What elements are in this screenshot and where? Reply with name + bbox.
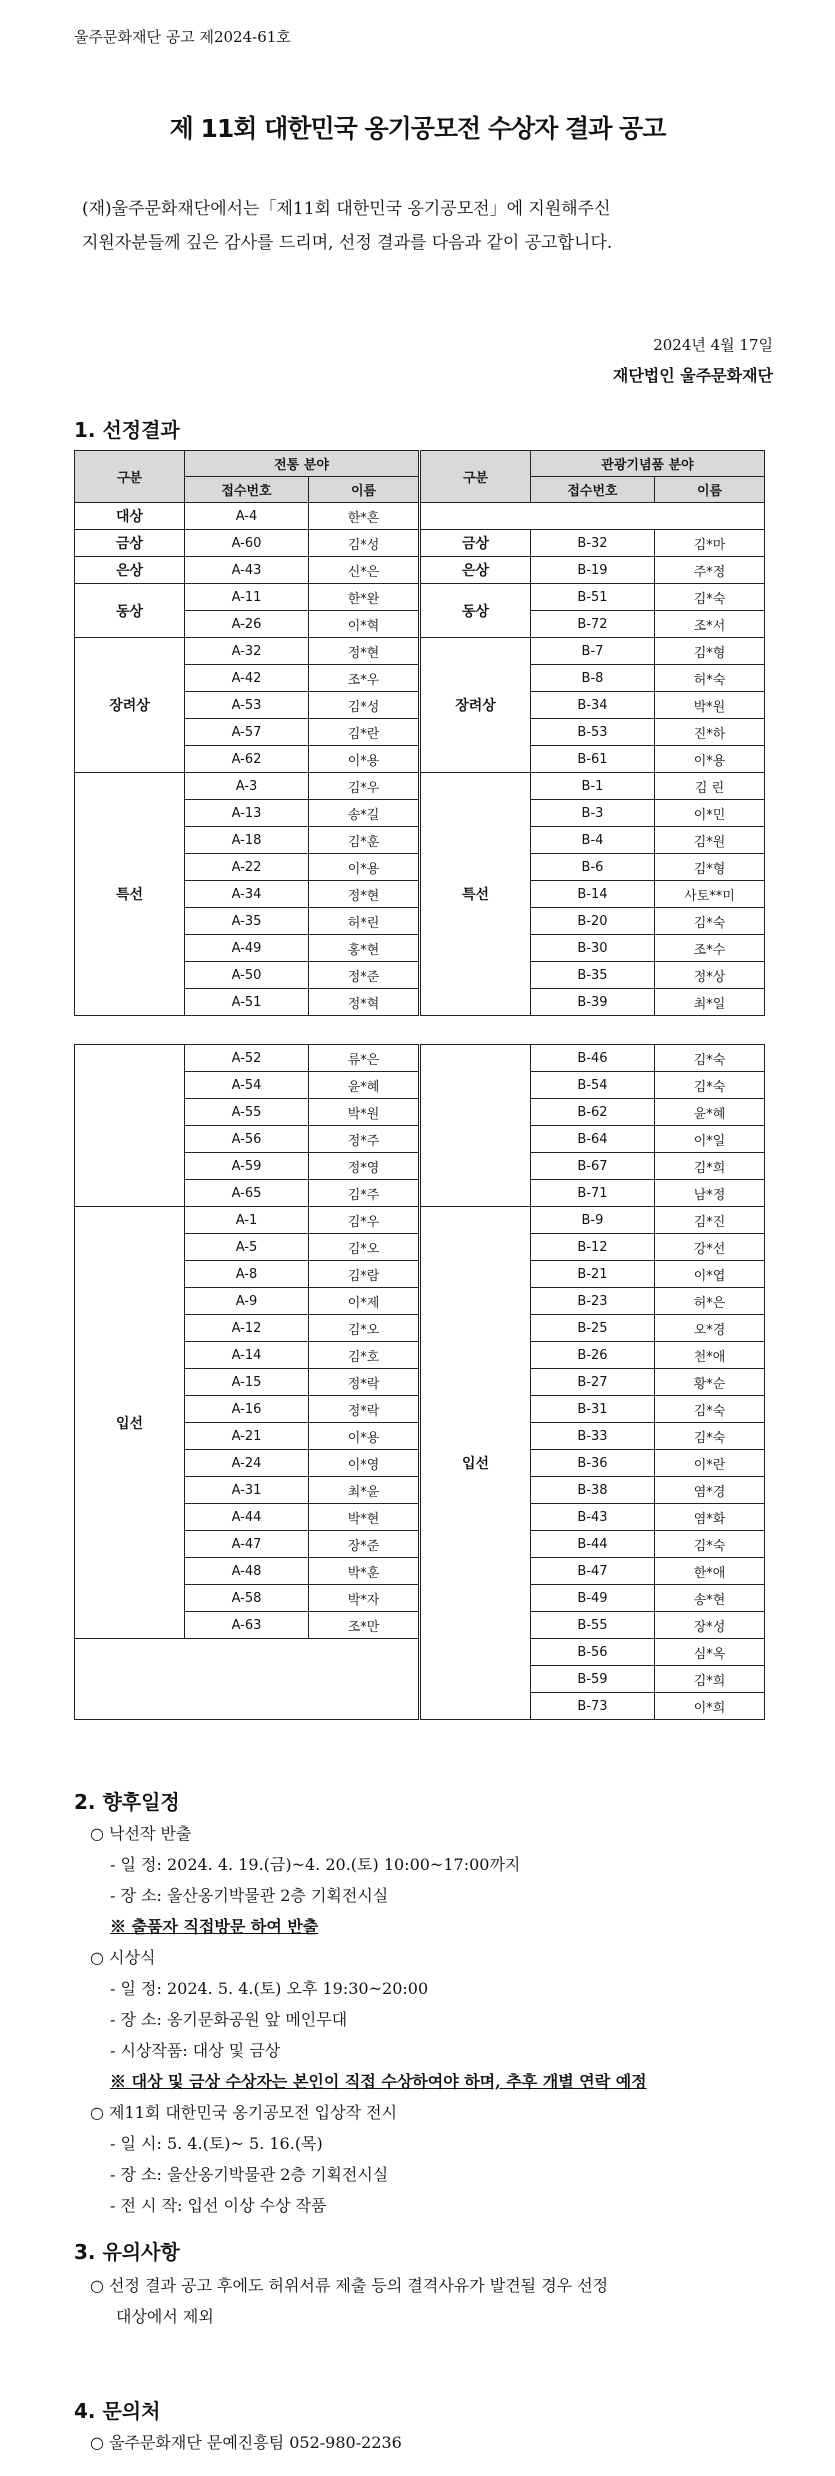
cell-receipt-no: B-35	[531, 962, 655, 989]
table-row	[421, 1045, 765, 1072]
cell-name: 이*제	[309, 1288, 419, 1315]
cell-name: 남*정	[655, 1180, 765, 1207]
cell-receipt-no: A-14	[185, 1342, 309, 1369]
cell-receipt-no: A-43	[185, 557, 309, 584]
cell-name: 김*호	[309, 1342, 419, 1369]
cell-receipt-no: A-55	[185, 1099, 309, 1126]
cell-name: 장*성	[655, 1612, 765, 1639]
award-category-label	[421, 1045, 531, 1207]
cell-receipt-no: A-56	[185, 1126, 309, 1153]
cell-name: 신*은	[309, 557, 419, 584]
cell-name: 이*용	[655, 746, 765, 773]
award-category-label	[421, 503, 765, 530]
header-category: 구분	[421, 451, 531, 503]
page-title: 제 11회 대한민국 옹기공모전 수상자 결과 공고	[169, 114, 666, 143]
cell-receipt-no: A-34	[185, 881, 309, 908]
cell-name: 김*희	[655, 1153, 765, 1180]
cell-name: 허*린	[309, 908, 419, 935]
cell-receipt-no: B-25	[531, 1315, 655, 1342]
cell-receipt-no: B-30	[531, 935, 655, 962]
cell-name: 김*우	[309, 773, 419, 800]
cell-receipt-no: A-9	[185, 1288, 309, 1315]
awards-table-tourism	[420, 450, 765, 1016]
cell-receipt-no: B-32	[531, 530, 655, 557]
cell-name: 김*숙	[655, 584, 765, 611]
cell-receipt-no: A-54	[185, 1072, 309, 1099]
cell-receipt-no: B-54	[531, 1072, 655, 1099]
cell-name: 류*은	[309, 1045, 419, 1072]
cell-receipt-no: B-71	[531, 1180, 655, 1207]
intro-line: (재)울주문화재단에서는「제11회 대한민국 옹기공모전」에 지원해주신	[82, 199, 611, 219]
section-title-selection: 1. 선정결과	[74, 418, 180, 442]
cell-receipt-no: B-53	[531, 719, 655, 746]
cell-name: 윤*혜	[309, 1072, 419, 1099]
table-row	[421, 638, 765, 665]
cell-name: 김*오	[309, 1315, 419, 1342]
section-title-notes: 3. 유의사항	[74, 2240, 180, 2264]
cell-receipt-no: B-1	[531, 773, 655, 800]
cell-name: 정*락	[309, 1369, 419, 1396]
table-row	[75, 1207, 419, 1234]
table-row-blank	[75, 1639, 419, 1720]
header-category: 구분	[75, 451, 185, 503]
cell-receipt-no: B-23	[531, 1288, 655, 1315]
cell-receipt-no: B-49	[531, 1585, 655, 1612]
contact-info	[90, 2427, 790, 2458]
cell-receipt-no: B-9	[531, 1207, 655, 1234]
cell-name: 이*혁	[309, 611, 419, 638]
cell-receipt-no: B-33	[531, 1423, 655, 1450]
cell-name: 염*경	[655, 1477, 765, 1504]
cell-receipt-no: A-42	[185, 665, 309, 692]
award-category-label: 입선	[421, 1207, 531, 1720]
cell-name: 김*숙	[655, 1396, 765, 1423]
cell-receipt-no: A-21	[185, 1423, 309, 1450]
schedule-detail: - 전 시 작: 입선 이상 수상 작품	[110, 2196, 327, 2215]
cell-receipt-no: A-50	[185, 962, 309, 989]
cell-name: 김*성	[309, 530, 419, 557]
cell-receipt-no: A-3	[185, 773, 309, 800]
cell-name: 김*숙	[655, 1072, 765, 1099]
cell-receipt-no: B-14	[531, 881, 655, 908]
table-row	[75, 557, 419, 584]
cell-name: 김*숙	[655, 908, 765, 935]
cell-name: 심*옥	[655, 1639, 765, 1666]
table-row	[75, 530, 419, 557]
header-name: 이름	[309, 477, 419, 503]
cell-receipt-no: A-26	[185, 611, 309, 638]
table-row	[75, 773, 419, 800]
cell-name: 정*상	[655, 962, 765, 989]
cell-name: 김*우	[309, 1207, 419, 1234]
cell-receipt-no: B-38	[531, 1477, 655, 1504]
schedule-heading: ○ 시상식	[90, 1948, 156, 1967]
cell-name: 김*숙	[655, 1531, 765, 1558]
notes-list	[90, 2270, 790, 2332]
cell-receipt-no: A-4	[185, 503, 309, 530]
cell-receipt-no: A-63	[185, 1612, 309, 1639]
cell-receipt-no: A-22	[185, 854, 309, 881]
cell-receipt-no: A-47	[185, 1531, 309, 1558]
award-category-label	[75, 1045, 185, 1207]
award-category-label: 대상	[75, 503, 185, 530]
award-category-label: 동상	[421, 584, 531, 638]
award-category-label: 동상	[75, 584, 185, 638]
cell-name: 정*주	[309, 1126, 419, 1153]
cell-name: 한*완	[309, 584, 419, 611]
cell-receipt-no: B-55	[531, 1612, 655, 1639]
cell-receipt-no: B-36	[531, 1450, 655, 1477]
cell-name: 이*민	[655, 800, 765, 827]
award-category-label: 금상	[421, 530, 531, 557]
cell-name: 오*경	[655, 1315, 765, 1342]
cell-name: 박*현	[309, 1504, 419, 1531]
cell-name: 김*숙	[655, 1423, 765, 1450]
honorable-table-traditional	[74, 1044, 419, 1720]
cell-receipt-no: A-15	[185, 1369, 309, 1396]
cell-name: 강*선	[655, 1234, 765, 1261]
cell-receipt-no: A-60	[185, 530, 309, 557]
cell-receipt-no: B-4	[531, 827, 655, 854]
awards-table-traditional	[74, 450, 419, 1016]
schedule-remark: ※ 출품자 직접방문 하여 반출	[110, 1917, 319, 1936]
cell-receipt-no: B-21	[531, 1261, 655, 1288]
cell-receipt-no: B-43	[531, 1504, 655, 1531]
cell-receipt-no: B-61	[531, 746, 655, 773]
cell-receipt-no: B-27	[531, 1369, 655, 1396]
cell-name: 허*숙	[655, 665, 765, 692]
cell-name: 이*용	[309, 1423, 419, 1450]
cell-receipt-no: B-31	[531, 1396, 655, 1423]
table-row	[421, 557, 765, 584]
cell-receipt-no: A-59	[185, 1153, 309, 1180]
cell-name: 김 린	[655, 773, 765, 800]
cell-receipt-no: B-20	[531, 908, 655, 935]
cell-receipt-no: B-46	[531, 1045, 655, 1072]
cell-receipt-no: A-11	[185, 584, 309, 611]
cell-receipt-no: B-73	[531, 1693, 655, 1720]
cell-name: 한*애	[655, 1558, 765, 1585]
cell-name: 정*락	[309, 1396, 419, 1423]
cell-name: 조*서	[655, 611, 765, 638]
schedule-list	[90, 1818, 790, 2221]
schedule-detail: - 장 소: 울산옹기박물관 2층 기획전시실	[110, 2165, 389, 2184]
cell-receipt-no: A-49	[185, 935, 309, 962]
table-row	[421, 503, 765, 530]
cell-name: 최*일	[655, 989, 765, 1016]
cell-receipt-no: B-51	[531, 584, 655, 611]
header-traditional: 전통 분야	[185, 451, 419, 477]
cell-name: 김*희	[655, 1666, 765, 1693]
cell-name: 정*혁	[309, 989, 419, 1016]
cell-receipt-no: B-39	[531, 989, 655, 1016]
cell-name: 김*진	[655, 1207, 765, 1234]
cell-receipt-no: B-7	[531, 638, 655, 665]
cell-receipt-no: B-56	[531, 1639, 655, 1666]
cell-name: 송*길	[309, 800, 419, 827]
cell-receipt-no: A-57	[185, 719, 309, 746]
cell-receipt-no: B-6	[531, 854, 655, 881]
cell-receipt-no: B-67	[531, 1153, 655, 1180]
blank-cell	[75, 1639, 419, 1720]
cell-name: 이*엽	[655, 1261, 765, 1288]
cell-name: 윤*혜	[655, 1099, 765, 1126]
cell-receipt-no: A-44	[185, 1504, 309, 1531]
award-category-label: 은상	[75, 557, 185, 584]
award-category-label: 특선	[75, 773, 185, 1016]
cell-name: 허*은	[655, 1288, 765, 1315]
cell-receipt-no: A-5	[185, 1234, 309, 1261]
cell-receipt-no: B-8	[531, 665, 655, 692]
table-row	[75, 638, 419, 665]
cell-name: 사토**미	[655, 881, 765, 908]
cell-receipt-no: B-3	[531, 800, 655, 827]
cell-name: 조*수	[655, 935, 765, 962]
schedule-heading: ○ 제11회 대한민국 옹기공모전 입상작 전시	[90, 2103, 398, 2122]
cell-receipt-no: B-44	[531, 1531, 655, 1558]
table-row	[421, 584, 765, 611]
table-row	[421, 773, 765, 800]
cell-receipt-no: A-48	[185, 1558, 309, 1585]
schedule-detail: - 장 소: 옹기문화공원 앞 메인무대	[110, 2010, 348, 2029]
cell-name: 천*애	[655, 1342, 765, 1369]
table-row	[421, 530, 765, 557]
schedule-heading: ○ 낙선작 반출	[90, 1824, 192, 1843]
award-category-label: 입선	[75, 1207, 185, 1639]
cell-receipt-no: A-13	[185, 800, 309, 827]
notice-number: 울주문화재단 공고 제2024-61호	[74, 28, 291, 46]
cell-receipt-no: B-12	[531, 1234, 655, 1261]
cell-name: 김*형	[655, 638, 765, 665]
header-receipt-no: 접수번호	[185, 477, 309, 503]
cell-name: 박*자	[309, 1585, 419, 1612]
award-category-label: 은상	[421, 557, 531, 584]
schedule-detail: - 일 시: 5. 4.(토)~ 5. 16.(목)	[110, 2134, 323, 2153]
intro-line: 지원자분들께 깊은 감사를 드리며, 선정 결과를 다음과 같이 공고합니다.	[82, 233, 613, 253]
table-row	[75, 1045, 419, 1072]
contact-line: ○ 울주문화재단 문예진흥팀 052-980-2236	[90, 2433, 402, 2452]
cell-name: 정*영	[309, 1153, 419, 1180]
cell-name: 김*람	[309, 1261, 419, 1288]
cell-receipt-no: A-31	[185, 1477, 309, 1504]
cell-name: 황*순	[655, 1369, 765, 1396]
cell-name: 김*훈	[309, 827, 419, 854]
cell-name: 김*오	[309, 1234, 419, 1261]
cell-receipt-no: A-18	[185, 827, 309, 854]
cell-name: 김*숙	[655, 1045, 765, 1072]
honorable-table-tourism	[420, 1044, 765, 1720]
cell-name: 정*준	[309, 962, 419, 989]
award-category-label: 금상	[75, 530, 185, 557]
cell-name: 김*형	[655, 854, 765, 881]
cell-receipt-no: A-24	[185, 1450, 309, 1477]
cell-receipt-no: A-52	[185, 1045, 309, 1072]
schedule-detail: - 시상작품: 대상 및 금상	[110, 2041, 281, 2060]
award-category-label: 장려상	[75, 638, 185, 773]
cell-name: 주*정	[655, 557, 765, 584]
cell-name: 조*우	[309, 665, 419, 692]
header-name: 이름	[655, 477, 765, 503]
intro-paragraph	[76, 192, 776, 260]
cell-name: 한*흔	[309, 503, 419, 530]
cell-receipt-no: A-16	[185, 1396, 309, 1423]
schedule-detail: - 일 정: 2024. 4. 19.(금)~4. 20.(토) 10:00~17:00까지	[110, 1855, 521, 1874]
cell-name: 조*만	[309, 1612, 419, 1639]
cell-name: 박*훈	[309, 1558, 419, 1585]
section-title-contact: 4. 문의처	[74, 2399, 161, 2423]
cell-name: 이*란	[655, 1450, 765, 1477]
cell-receipt-no: A-62	[185, 746, 309, 773]
cell-name: 정*현	[309, 638, 419, 665]
cell-name: 장*준	[309, 1531, 419, 1558]
cell-receipt-no: B-19	[531, 557, 655, 584]
cell-name: 이*영	[309, 1450, 419, 1477]
cell-name: 이*용	[309, 854, 419, 881]
section-title-schedule: 2. 향후일정	[74, 1790, 180, 1814]
cell-name: 김*성	[309, 692, 419, 719]
schedule-detail: - 장 소: 울산옹기박물관 2층 기획전시실	[110, 1886, 389, 1905]
cell-receipt-no: B-47	[531, 1558, 655, 1585]
cell-receipt-no: A-53	[185, 692, 309, 719]
schedule-remark: ※ 대상 및 금상 수상자는 본인이 직접 수상하여야 하며, 추후 개별 연락 예정	[110, 2072, 647, 2091]
cell-receipt-no: A-12	[185, 1315, 309, 1342]
cell-name: 송*현	[655, 1585, 765, 1612]
note-line: 대상에서 제외	[116, 2307, 214, 2326]
cell-name: 김*주	[309, 1180, 419, 1207]
cell-name: 김*마	[655, 530, 765, 557]
cell-receipt-no: A-58	[185, 1585, 309, 1612]
cell-name: 진*하	[655, 719, 765, 746]
cell-receipt-no: A-1	[185, 1207, 309, 1234]
cell-receipt-no: B-62	[531, 1099, 655, 1126]
cell-name: 이*희	[655, 1693, 765, 1720]
cell-receipt-no: A-65	[185, 1180, 309, 1207]
header-tourism: 관광기념품 분야	[531, 451, 765, 477]
cell-receipt-no: A-8	[185, 1261, 309, 1288]
table-row	[421, 1207, 765, 1234]
table-row	[75, 584, 419, 611]
cell-receipt-no: B-59	[531, 1666, 655, 1693]
cell-name: 홍*현	[309, 935, 419, 962]
cell-receipt-no: B-72	[531, 611, 655, 638]
award-category-label: 특선	[421, 773, 531, 1016]
cell-receipt-no: B-64	[531, 1126, 655, 1153]
cell-receipt-no: B-34	[531, 692, 655, 719]
cell-receipt-no: B-26	[531, 1342, 655, 1369]
notice-date: 2024년 4월 17일	[653, 336, 773, 354]
cell-name: 김*원	[655, 827, 765, 854]
cell-name: 이*일	[655, 1126, 765, 1153]
table-row	[75, 503, 419, 530]
cell-name: 김*란	[309, 719, 419, 746]
cell-name: 최*윤	[309, 1477, 419, 1504]
cell-receipt-no: A-51	[185, 989, 309, 1016]
cell-receipt-no: A-35	[185, 908, 309, 935]
cell-name: 염*화	[655, 1504, 765, 1531]
note-line: ○ 선정 결과 공고 후에도 허위서류 제출 등의 결격사유가 발견될 경우 선정	[90, 2276, 609, 2295]
cell-name: 박*원	[309, 1099, 419, 1126]
cell-receipt-no: A-32	[185, 638, 309, 665]
cell-name: 정*현	[309, 881, 419, 908]
award-category-label: 장려상	[421, 638, 531, 773]
organization-name: 재단법인 울주문화재단	[612, 366, 773, 385]
header-receipt-no: 접수번호	[531, 477, 655, 503]
cell-name: 박*원	[655, 692, 765, 719]
cell-name: 이*용	[309, 746, 419, 773]
schedule-detail: - 일 정: 2024. 5. 4.(토) 오후 19:30~20:00	[110, 1979, 429, 1998]
